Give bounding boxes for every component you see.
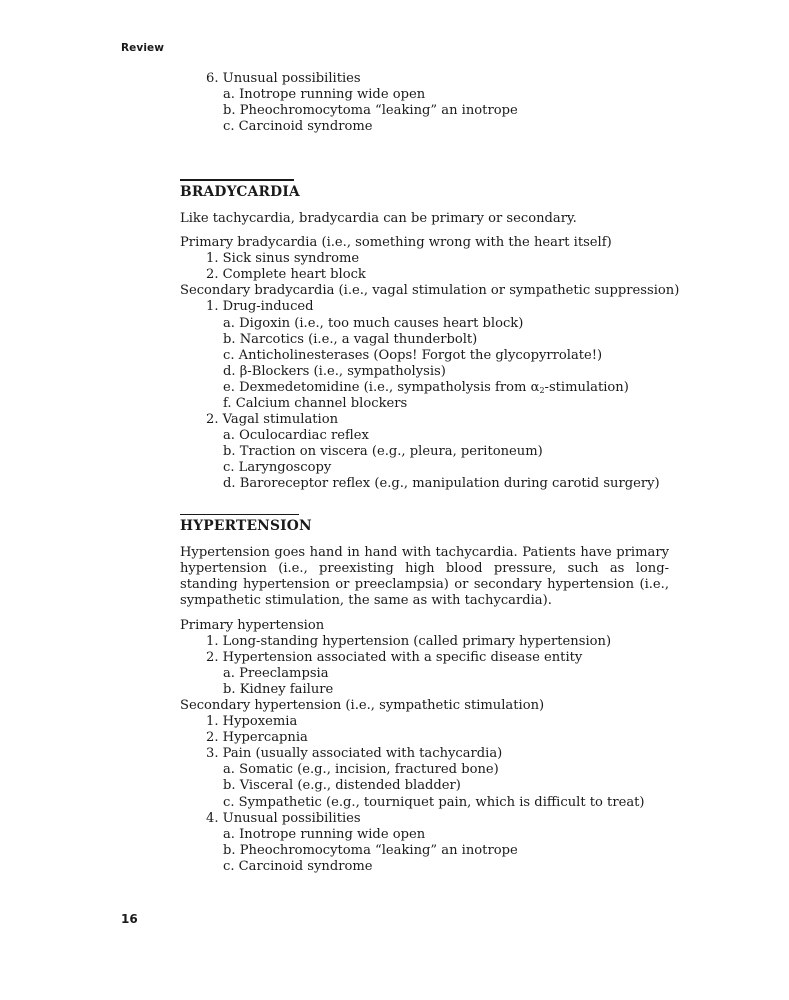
list-item: b. Pheochromocytoma “leaking” an inotrope xyxy=(223,103,518,119)
list-item: b. Narcotics (i.e., a vagal thunderbolt) xyxy=(223,331,478,347)
list-heading: Secondary bradycardia (i.e., vagal stimulation or sympathetic suppression) xyxy=(180,283,680,299)
list-item: 1. Hypoxemia xyxy=(206,714,298,730)
hypertension-intro: Hypertension goes hand in hand with tachycardia. Patients have primary hypertension (i.e., preexisting high blood pressure, such as long-standing hypertension or preeclampsia) or secondary hypertension (i.e., sympathetic stimulation, the same as with tachycardia). xyxy=(180,545,669,609)
list-item: d. β-Blockers (i.e., sympatholysis) xyxy=(223,363,446,379)
list-item: c. Sympathetic (e.g., tourniquet pain, which is difficult to treat) xyxy=(223,794,645,810)
list-item: a. Somatic (e.g., incision, fractured bone) xyxy=(223,762,499,778)
bradycardia-intro: Like tachycardia, bradycardia can be primary or secondary. xyxy=(180,210,577,226)
list-item: b. Kidney failure xyxy=(223,681,334,697)
list-item: 2. Hypertension associated with a specific disease entity xyxy=(206,649,583,665)
subscript: 2 xyxy=(539,385,545,395)
list-item: a. Oculocardiac reflex xyxy=(223,428,369,444)
page-number: 16 xyxy=(121,912,138,926)
list-item: c. Carcinoid syndrome xyxy=(223,858,373,874)
list-item: 6. Unusual possibilities xyxy=(206,71,361,86)
heading-rule xyxy=(180,179,294,181)
list-item: f. Calcium channel blockers xyxy=(223,396,408,411)
hypertension-list xyxy=(180,618,669,876)
list-item: a. Preeclampsia xyxy=(223,665,329,681)
list-item xyxy=(180,380,669,396)
list-heading: Secondary hypertension (i.e., sympathetic stimulation) xyxy=(180,698,545,713)
bradycardia-list xyxy=(180,235,680,493)
list-item: b. Traction on viscera (e.g., pleura, peritoneum) xyxy=(223,444,543,460)
list-item: d. Baroreceptor reflex (e.g., manipulation during carotid surgery) xyxy=(223,476,660,492)
top-list xyxy=(180,71,669,135)
running-head: Review xyxy=(121,42,165,54)
heading-rule xyxy=(180,514,299,516)
list-item: b. Visceral (e.g., distended bladder) xyxy=(223,778,461,794)
list-item: 3. Pain (usually associated with tachycardia) xyxy=(206,746,503,762)
list-heading: Primary bradycardia (i.e., something wrong with the heart itself) xyxy=(180,235,612,251)
list-item: 2. Complete heart block xyxy=(206,267,366,283)
list-item: 1. Drug-induced xyxy=(206,299,314,315)
list-item: 4. Unusual possibilities xyxy=(206,810,361,826)
page-content xyxy=(180,71,680,875)
list-item: 1. Long-standing hypertension (called primary hypertension) xyxy=(206,633,612,649)
list-item: a. Digoxin (i.e., too much causes heart block) xyxy=(223,315,524,331)
list-item-text: e. Dexmedetomidine (i.e., sympatholysis from α xyxy=(223,379,540,395)
list-item: a. Inotrope running wide open xyxy=(223,87,426,103)
list-item: 2. Vagal stimulation xyxy=(206,412,339,428)
section-title: BRADYCARDIA xyxy=(180,183,300,200)
list-item: c. Carcinoid syndrome xyxy=(223,119,373,135)
list-item: 2. Hypercapnia xyxy=(206,730,308,746)
hypertension-heading xyxy=(180,514,669,536)
list-item: c. Laryngoscopy xyxy=(223,460,332,476)
list-heading: Primary hypertension xyxy=(180,617,325,633)
list-item: a. Inotrope running wide open xyxy=(223,826,426,842)
list-item: 1. Sick sinus syndrome xyxy=(206,251,360,267)
section-title: HYPERTENSION xyxy=(180,518,312,535)
list-item: b. Pheochromocytoma “leaking” an inotrope xyxy=(223,842,518,858)
list-item-text: -stimulation) xyxy=(544,379,629,395)
list-item: c. Anticholinesterases (Oops! Forgot the glycopyrrolate!) xyxy=(223,347,603,363)
bradycardia-heading xyxy=(180,179,669,201)
